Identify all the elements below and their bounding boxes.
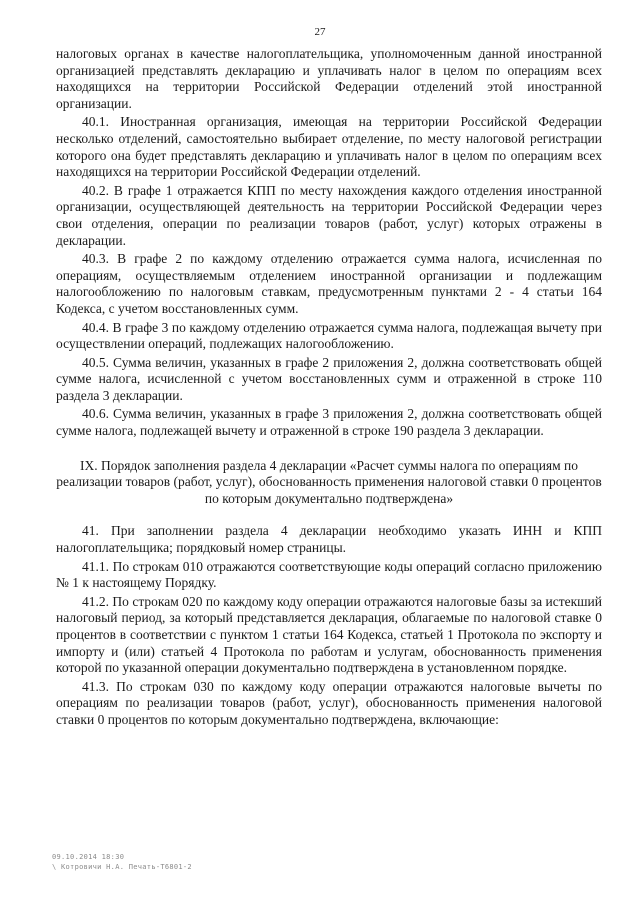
paragraph-40-3: 40.3. В графе 2 по каждому отделению отражается сумма налога, исчисленная по операциям, осуществляемым отделением иностранной организации и подлежащим налогообложению по налоговым ставкам, предусмотренным пунктами 2 - 4 статьи 164 Кодекса, с учетом восстановленных сумм. [56,251,602,316]
paragraph-40-5: 40.5. Сумма величин, указанных в графе 2 приложения 2, должна соответствовать общей сумме налога, исчисленной с учетом восстановленных сумм и отраженной в строке 110 раздела 3 декларации. [56,354,602,403]
paragraph-40-4: 40.4. В графе 3 по каждому отделению отражается сумма налога, подлежащая вычету при осуществлении операций, подлежащих налогообложению. [56,319,602,352]
paragraph-41: 41. При заполнении раздела 4 декларации необходимо указать ИНН и КПП налогоплательщика; порядковый номер страницы. [56,523,602,556]
stamp-date: 09.10.2014 18:30 [52,853,125,861]
paragraph-continuation: налоговых органах в качестве налогоплательщика, уполномоченным данной иностранной организацией представлять декларацию и уплачивать налог в целом по операциям всех находящихся на территории Российской Федерации отделений этой иностранной организации. [56,46,602,111]
print-stamp [52,852,192,872]
paragraph-40-2: 40.2. В графе 1 отражается КПП по месту нахождения каждого отделения иностранной организации, осуществляющей деятельность на территории Российской Федерации через свои отделения, операции по реализации товаров (работ, услуг) которых отражены в декларации. [56,182,602,248]
paragraph-40-6: 40.6. Сумма величин, указанных в графе 3 приложения 2, должна соответствовать общей сумме налога, подлежащей вычету и отраженной в строке 190 раздела 3 декларации. [56,406,602,439]
section-heading: IX. Порядок заполнения раздела 4 декларации «Расчет суммы налога по операциям по реализации товаров (работ, услуг), обоснованность применения налоговой ставки 0 процентов по которым документально подтверждена» [56,457,602,506]
paragraph-41-1: 41.1. По строкам 010 отражаются соответствующие коды операций согласно приложению № 1 к настоящему Порядку. [56,558,602,591]
page-number: 27 [314,26,326,38]
document-body [56,46,602,731]
paragraph-41-2: 41.2. По строкам 020 по каждому коду операции отражаются налоговые базы за истекший налоговый период, за который представляется декларация, облагаемые по налоговой ставке 0 процентов в соответствии с пунктом 1 статьи 164 Кодекса, статьей 1 Протокола по экспорту и импорту и (или) статьей 4 Протокола по работам и услугам, обоснованность применения которой по указанной операции документально подтверждена в установленном порядке. [56,593,602,676]
stamp-operator: \ Котровичи Н.А. Печать-Т6801-2 [52,863,192,871]
paragraph-40-1: 40.1. Иностранная организация, имеющая на территории Российской Федерации несколько отделений, самостоятельно выбирает отделение, по месту налоговой регистрации которого она будет представлять декларацию и уплачивать налог в целом по операциям всех находящихся на территории Российской Федерации отделений. [56,114,602,180]
paragraph-41-3: 41.3. По строкам 030 по каждому коду операции отражаются налоговые вычеты по операциям по реализации товаров (работ, услуг), обоснованность применения налоговой ставки 0 процентов по которым документально подтверждена, включающие: [56,678,602,727]
